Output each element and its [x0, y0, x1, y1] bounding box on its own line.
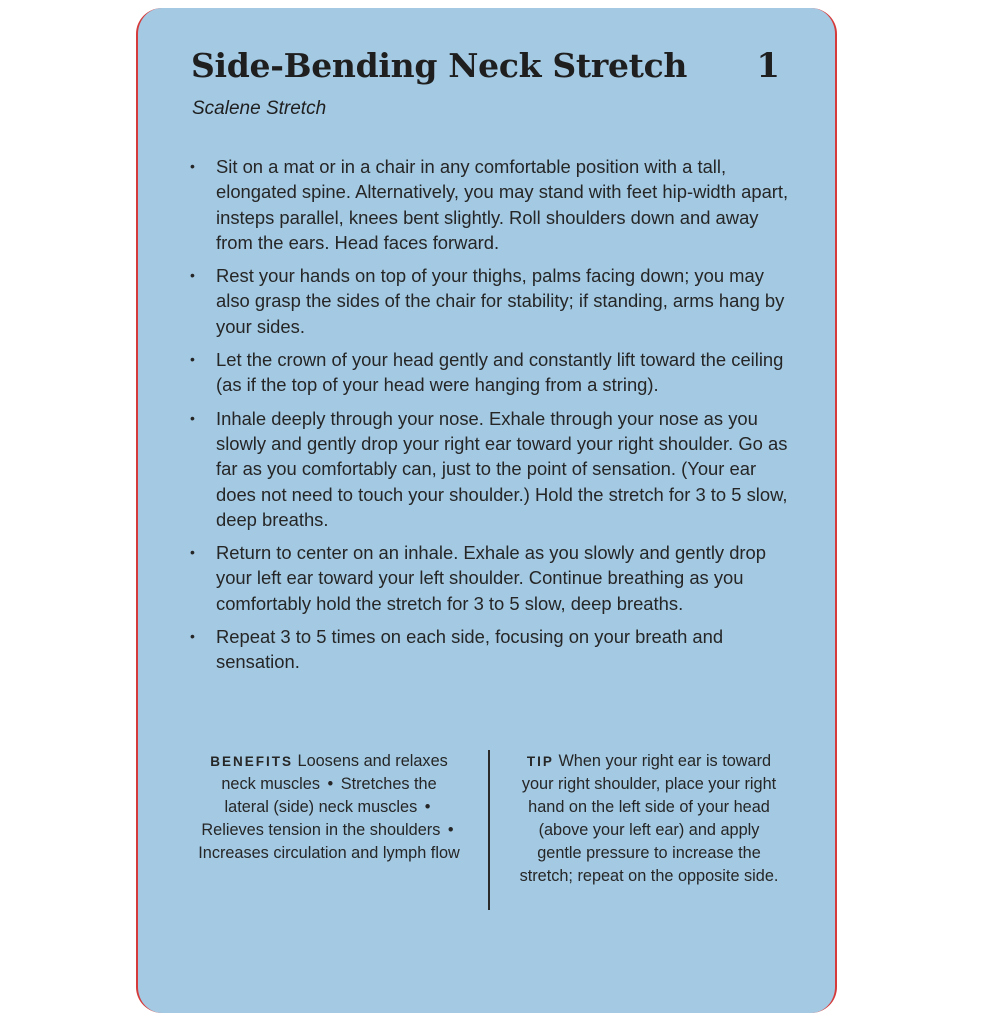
separator-dot-icon: •: [447, 821, 454, 839]
benefits-section: [198, 750, 460, 865]
benefits-label: BENEFITS: [210, 754, 293, 769]
tip-label: TIP: [526, 754, 554, 769]
instruction-list: [186, 154, 796, 683]
tip-text: When your right ear is toward your right shoulder, place your right hand on the left side of your head (above your left ear) and apply gentle pressure to increase the stretch; repeat on the opposite side.: [519, 752, 779, 885]
card-number: 1: [756, 46, 780, 86]
column-divider: [488, 750, 490, 910]
instruction-step: [186, 263, 796, 339]
instruction-step: [186, 540, 796, 616]
card-title: Side-Bending Neck Stretch: [191, 46, 688, 85]
card-subtitle: Scalene Stretch: [192, 98, 327, 119]
exercise-card: [136, 8, 837, 1013]
bullet-icon: •: [190, 628, 195, 645]
bullet-icon: •: [190, 351, 195, 368]
instruction-step: [186, 406, 796, 532]
instruction-step: [186, 624, 796, 675]
instruction-text: Let the crown of your head gently and constantly lift toward the ceiling (as if the top of your head were hanging from a string).: [216, 349, 784, 396]
benefit-item: Loosens and relaxes neck muscles: [221, 752, 448, 793]
separator-dot-icon: •: [327, 775, 334, 793]
instruction-text: Repeat 3 to 5 times on each side, focusing on your breath and sensation.: [216, 626, 724, 673]
instruction-text: Rest your hands on top of your thighs, palms facing down; you may also grasp the sides of the chair for stability; if standing, arms hang by your sides.: [216, 265, 785, 337]
bullet-icon: •: [190, 544, 195, 561]
benefit-item: Increases circulation and lymph flow: [198, 844, 460, 862]
benefit-item: Stretches the lateral (side) neck muscles: [224, 775, 437, 816]
instruction-text: Inhale deeply through your nose. Exhale through your nose as you slowly and gently drop your right ear toward your right shoulder. Go as far as you comfortably can, just to the point of sensation. (Your ear does not need to touch your shoulder.) Hold the stretch for 3 to 5 slow, deep breaths.: [216, 407, 788, 530]
bullet-icon: •: [190, 158, 195, 174]
instruction-text: Return to center on an inhale. Exhale as you slowly and gently drop your left ear toward your left shoulder. Continue breathing as you comfortably hold the stretch for 3 to 5 slow, deep breaths.: [216, 542, 767, 614]
tip-section: [516, 750, 782, 888]
instruction-step: [186, 347, 796, 398]
instruction-step: [186, 154, 796, 255]
separator-dot-icon: •: [424, 798, 431, 816]
instruction-text: Sit on a mat or in a chair in any comfortable position with a tall, elongated spine. Alternatively, you may stand with feet hip-width apart, insteps parallel, knees bent slightly. Roll shoulders down and away from the ears. Head faces forward.: [216, 156, 789, 253]
bullet-icon: •: [190, 267, 195, 284]
bullet-icon: •: [190, 409, 195, 426]
card-footer: [198, 750, 798, 910]
benefit-item: Relieves tension in the shoulders: [201, 821, 441, 839]
